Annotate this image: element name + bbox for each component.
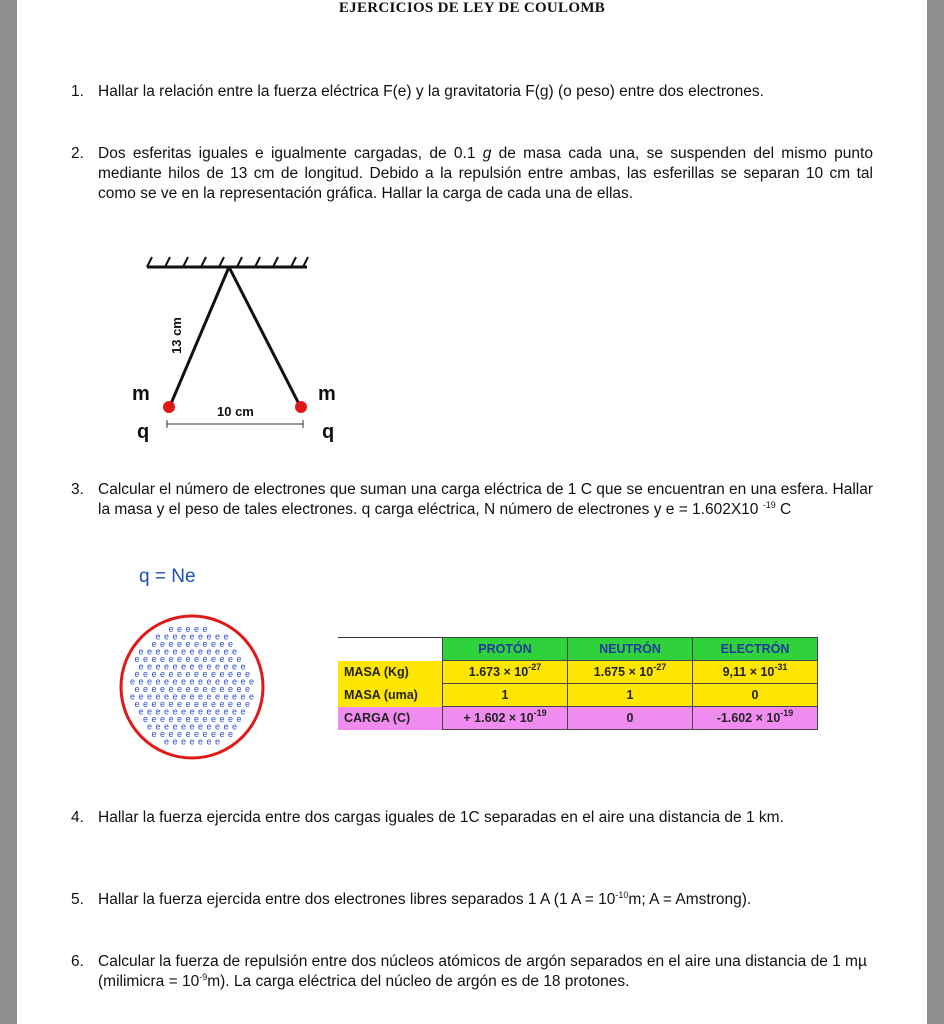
electron-glyph: e: [143, 684, 149, 694]
electron-glyph: e: [219, 654, 225, 664]
exercise-number: 1.: [71, 83, 84, 100]
exercise-text: Dos esferitas iguales e igualmente cargadas, de 0.1 g de masa cada una, se suspenden del mismo punto mediante hilos de 13 cm de longitud. Debido a la repulsión entre ambas, las esferillas se separan 10 cm tal como se ve en la representación gráfica. Hallar la carga de cada una de ellas.: [98, 145, 873, 202]
electron-glyph: e: [228, 684, 234, 694]
electron-glyph: e: [198, 661, 204, 672]
electron-glyph: e: [172, 676, 178, 687]
electron-glyph: e: [134, 699, 140, 709]
electron-glyph: e: [223, 721, 229, 732]
table-cell: 1: [443, 684, 568, 707]
left-charge-label: q: [137, 421, 150, 443]
electron-glyph: e: [202, 729, 208, 739]
electron-glyph: e: [138, 676, 144, 687]
electron-glyph: e: [219, 699, 225, 709]
electron-glyph: e: [168, 624, 174, 634]
electron-glyph: e: [202, 639, 208, 649]
electron-glyph: e: [232, 721, 238, 732]
electron-glyph: e: [240, 676, 246, 687]
exercise-text: Hallar la fuerza ejercida entre dos electrones libres separados 1 A (1 $A = 10^{-10}m$; A = Amstrong).: [98, 890, 752, 908]
electron-glyph: e: [185, 714, 191, 724]
electron-glyph: e: [219, 729, 225, 739]
electron-glyph: e: [228, 669, 234, 679]
electron-glyph: e: [160, 639, 166, 649]
electron-glyph: e: [198, 676, 204, 687]
electron-glyph: e: [155, 721, 161, 732]
electron-glyph: e: [194, 729, 200, 739]
exercise-number: 5.: [71, 891, 84, 908]
length-label: 13 cm: [169, 317, 184, 354]
electron-glyph: e: [147, 721, 153, 732]
electron-glyph: e: [202, 654, 208, 664]
electron-glyph: e: [206, 706, 212, 717]
particle-properties-table: [338, 637, 818, 730]
exercise-number: 4.: [71, 809, 84, 826]
electron-glyph: e: [185, 684, 191, 694]
electron-glyph: e: [185, 669, 191, 679]
electron-glyph: e: [228, 654, 234, 664]
electron-glyph: e: [138, 661, 144, 672]
electron-glyph: e: [211, 669, 217, 679]
electron-glyph: e: [206, 646, 212, 657]
header-proton: PROTÓN: [443, 638, 568, 661]
table-cell: 0: [568, 707, 693, 730]
electron-glyph: e: [223, 676, 229, 687]
row-label: MASA (Kg): [344, 665, 409, 679]
electron-glyph: e: [215, 646, 221, 657]
electron-glyph: e: [219, 714, 225, 724]
electron-glyph: e: [177, 624, 183, 634]
electron-glyph: e: [215, 631, 221, 642]
electron-glyph: e: [177, 639, 183, 649]
electron-glyph: e: [189, 721, 195, 732]
right-charge-label: q: [322, 421, 335, 443]
electron-glyph: e: [198, 706, 204, 717]
electron-glyph: e: [211, 699, 217, 709]
electron-glyph: e: [202, 699, 208, 709]
electron-glyph: e: [164, 661, 170, 672]
electron-glyph: e: [219, 669, 225, 679]
electron-glyph: e: [240, 661, 246, 672]
electron-glyph: e: [172, 706, 178, 717]
table-cell: $9,11 \times 10^{-31}$: [693, 661, 818, 684]
electron-glyph: e: [151, 729, 157, 739]
electron-glyph: e: [177, 714, 183, 724]
electron-glyph: e: [130, 676, 136, 687]
exercise-1: [71, 82, 873, 102]
electron-glyph: e: [172, 661, 178, 672]
electron-glyph: e: [189, 646, 195, 657]
electron-glyph: e: [228, 729, 234, 739]
electron-glyph: e: [215, 691, 221, 702]
electron-glyph: e: [143, 699, 149, 709]
electron-glyph: e: [160, 714, 166, 724]
electron-glyph: e: [151, 714, 157, 724]
electron-glyph: e: [232, 691, 238, 702]
header-electron: ELECTRÓN: [693, 638, 818, 661]
electron-glyph: e: [181, 706, 187, 717]
row-label: CARGA (C): [344, 711, 411, 725]
electron-glyph: e: [189, 676, 195, 687]
electron-glyph: e: [215, 706, 221, 717]
electron-glyph: e: [223, 646, 229, 657]
electron-glyph: e: [245, 684, 251, 694]
electron-glyph: e: [202, 624, 208, 634]
electron-glyph: e: [240, 706, 246, 717]
exercise-6: [71, 952, 873, 992]
electron-glyph: e: [160, 654, 166, 664]
electron-glyph: e: [189, 706, 195, 717]
electron-glyph: e: [198, 646, 204, 657]
electron-glyph: e: [147, 691, 153, 702]
electron-glyph: e: [206, 691, 212, 702]
electron-glyph: e: [138, 691, 144, 702]
electron-glyph: e: [185, 654, 191, 664]
electron-glyph: e: [172, 721, 178, 732]
electron-glyph: e: [155, 661, 161, 672]
electron-glyph: e: [164, 736, 170, 747]
electron-glyph: e: [215, 736, 221, 747]
right-thread: [229, 267, 300, 406]
electron-glyph: e: [185, 699, 191, 709]
electron-glyph: e: [138, 706, 144, 717]
electron-glyph: e: [245, 669, 251, 679]
electron-glyph: e: [138, 646, 144, 657]
electron-glyph: e: [236, 684, 242, 694]
electron-glyph: e: [236, 699, 242, 709]
exercise-number: 3.: [71, 481, 84, 498]
electron-glyph: e: [177, 669, 183, 679]
table-row: [338, 661, 818, 684]
electron-glyph: e: [181, 691, 187, 702]
electron-glyph: e: [177, 654, 183, 664]
electron-glyph: e: [198, 631, 204, 642]
electron-glyph: e: [147, 676, 153, 687]
electron-glyph: e: [181, 646, 187, 657]
electron-glyph: e: [143, 669, 149, 679]
exercise-2: [71, 144, 873, 204]
table-row: [338, 684, 818, 707]
charge-formula: q = Ne: [139, 566, 196, 587]
electron-glyph: e: [219, 684, 225, 694]
electron-glyph: e: [219, 639, 225, 649]
electron-glyph: e: [194, 699, 200, 709]
table-cell: 1: [568, 684, 693, 707]
electron-glyph: e: [198, 736, 204, 747]
table-cell: $-1.602 \times 10^{-19}$: [693, 707, 818, 730]
electron-glyph: e: [143, 714, 149, 724]
table-cell: 0: [693, 684, 818, 707]
electron-glyph: e: [151, 699, 157, 709]
electron-glyph: e: [164, 631, 170, 642]
table-row: [338, 707, 818, 730]
exercise-4: [71, 808, 873, 828]
ceiling-support: [147, 257, 308, 267]
electron-glyph: e: [177, 684, 183, 694]
electron-glyph: e: [211, 684, 217, 694]
electron-glyph: e: [134, 669, 140, 679]
electron-glyph: e: [177, 729, 183, 739]
electron-glyph: e: [181, 736, 187, 747]
electron-glyph: e: [155, 646, 161, 657]
exercise-3: [71, 480, 873, 520]
electron-glyph: e: [160, 684, 166, 694]
electron-glyph: e: [202, 684, 208, 694]
electron-glyph: e: [189, 691, 195, 702]
electron-glyph: e: [228, 639, 234, 649]
electron-glyph: e: [232, 646, 238, 657]
electron-glyph: e: [236, 714, 242, 724]
electron-glyph: e: [211, 639, 217, 649]
electron-glyph: e: [168, 729, 174, 739]
header-blank-cell: [338, 638, 443, 661]
electron-glyph: e: [147, 706, 153, 717]
electron-glyph: e: [155, 676, 161, 687]
exercise-text: Hallar la fuerza ejercida entre dos cargas iguales de 1C separadas en el aire una distancia de 1 km.: [98, 809, 784, 826]
electron-glyph: e: [194, 669, 200, 679]
electron-glyph: e: [215, 721, 221, 732]
electron-glyph: e: [160, 669, 166, 679]
electron-glyph: e: [249, 691, 255, 702]
electron-glyph: e: [185, 639, 191, 649]
electron-glyph: e: [181, 721, 187, 732]
electron-glyph: e: [147, 661, 153, 672]
electron-glyph: e: [151, 669, 157, 679]
exercise-text: Calcular el número de electrones que suman una carga eléctrica de 1 C que se encuentran en una esfera. Hallar la masa y el peso de tales electrones. q carga eléctrica, N número de electrones y e = 1.602X10 $^{-19}$ C: [98, 481, 873, 518]
electron-glyph: e: [168, 684, 174, 694]
electron-glyph: e: [155, 706, 161, 717]
electron-glyph: e: [198, 691, 204, 702]
charged-sphere-diagram: [117, 606, 267, 768]
document-page: [17, 0, 927, 1024]
electron-glyph: e: [189, 661, 195, 672]
electron-glyph: e: [223, 661, 229, 672]
electron-glyph: e: [206, 736, 212, 747]
electron-glyph: e: [164, 691, 170, 702]
electron-glyph: e: [151, 684, 157, 694]
electron-glyph: e: [172, 631, 178, 642]
electron-glyph: e: [249, 676, 255, 687]
separation-dimension-line: [167, 420, 303, 428]
electron-glyph: e: [155, 631, 161, 642]
electron-glyph: e: [164, 706, 170, 717]
electron-glyph: e: [228, 699, 234, 709]
row-label: MASA (uma): [344, 688, 418, 702]
electron-glyph: e: [134, 684, 140, 694]
electron-glyph: e: [164, 721, 170, 732]
exercise-5: [71, 890, 873, 910]
electron-glyph: e: [172, 646, 178, 657]
electron-glyph: e: [181, 661, 187, 672]
electron-glyph: e: [215, 676, 221, 687]
electron-glyph: e: [194, 654, 200, 664]
electron-glyph: e: [194, 684, 200, 694]
electron-glyph: e: [206, 676, 212, 687]
right-sphere: [295, 401, 307, 413]
right-mass-label: m: [318, 383, 336, 405]
exercise-text: Hallar la relación entre la fuerza eléctrica F(e) y la gravitatoria F(g) (o peso) entre dos electrones.: [98, 83, 764, 100]
table-cell: + $1.602 \times 10^{-19}$: [443, 707, 568, 730]
electron-glyph: e: [211, 654, 217, 664]
electron-glyph: e: [168, 714, 174, 724]
left-mass-label: m: [132, 383, 150, 405]
electron-glyph: e: [194, 639, 200, 649]
electron-glyph: e: [232, 706, 238, 717]
electron-glyph: e: [189, 631, 195, 642]
exercise-number: 6.: [71, 953, 84, 970]
electron-glyph: e: [160, 699, 166, 709]
electron-glyph: e: [236, 669, 242, 679]
electron-glyph: e: [223, 691, 229, 702]
electron-glyph: e: [211, 714, 217, 724]
electron-glyph: e: [151, 639, 157, 649]
table-header-row: [338, 638, 818, 661]
electron-glyph: e: [164, 646, 170, 657]
electron-glyph: e: [185, 729, 191, 739]
electron-glyph: e: [206, 661, 212, 672]
electron-glyph: e: [172, 691, 178, 702]
electron-glyph: e: [236, 654, 242, 664]
page-title: EJERCICIOS DE LEY DE COULOMB: [338, 0, 606, 16]
electron-glyph: e: [245, 699, 251, 709]
electron-glyph: e: [168, 639, 174, 649]
electron-glyph: e: [164, 676, 170, 687]
electron-glyph: e: [202, 669, 208, 679]
electron-glyph: e: [168, 654, 174, 664]
pendulum-diagram: [107, 250, 347, 450]
electron-glyph: e: [232, 676, 238, 687]
electron-glyph: e: [198, 721, 204, 732]
left-sphere: [163, 401, 175, 413]
electron-glyph: e: [160, 729, 166, 739]
electron-glyph: e: [202, 714, 208, 724]
electron-glyph: e: [172, 736, 178, 747]
electron-glyph: e: [240, 691, 246, 702]
exercise-number: 2.: [71, 145, 84, 162]
table-cell: $1.675 \times 10^{-27}$: [568, 661, 693, 684]
electron-glyph: e: [194, 624, 200, 634]
exercise-text: Calcular la fuerza de repulsión entre dos núcleos atómicos de argón separados en el aire una distancia de 1 mµ (milimicra = $10^{-9}m$). La carga eléctrica del núcleo de argón es de 18 protones.: [98, 953, 867, 990]
electron-glyph: e: [147, 646, 153, 657]
electron-glyph: e: [185, 624, 191, 634]
electron-glyph: e: [134, 654, 140, 664]
electron-glyph: e: [215, 661, 221, 672]
electron-glyph: e: [177, 699, 183, 709]
electron-glyph: e: [168, 669, 174, 679]
electron-glyph: e: [130, 691, 136, 702]
electron-glyph: e: [181, 631, 187, 642]
electron-glyph: e: [223, 706, 229, 717]
electron-glyph: e: [206, 721, 212, 732]
header-neutron: NEUTRÓN: [568, 638, 693, 661]
electron-glyph: e: [155, 691, 161, 702]
separation-label: 10 cm: [217, 404, 254, 419]
table-cell: $1.673 \times 10^{-27}$: [443, 661, 568, 684]
electron-glyph: e: [168, 699, 174, 709]
electron-glyph: e: [181, 676, 187, 687]
electron-glyph: e: [189, 736, 195, 747]
electron-glyph: e: [194, 714, 200, 724]
electron-glyph: e: [143, 654, 149, 664]
electron-glyph: e: [151, 654, 157, 664]
electron-glyph: e: [232, 661, 238, 672]
electron-glyph: e: [206, 631, 212, 642]
electron-glyph: e: [223, 631, 229, 642]
electron-glyph: e: [228, 714, 234, 724]
electron-glyph: e: [211, 729, 217, 739]
